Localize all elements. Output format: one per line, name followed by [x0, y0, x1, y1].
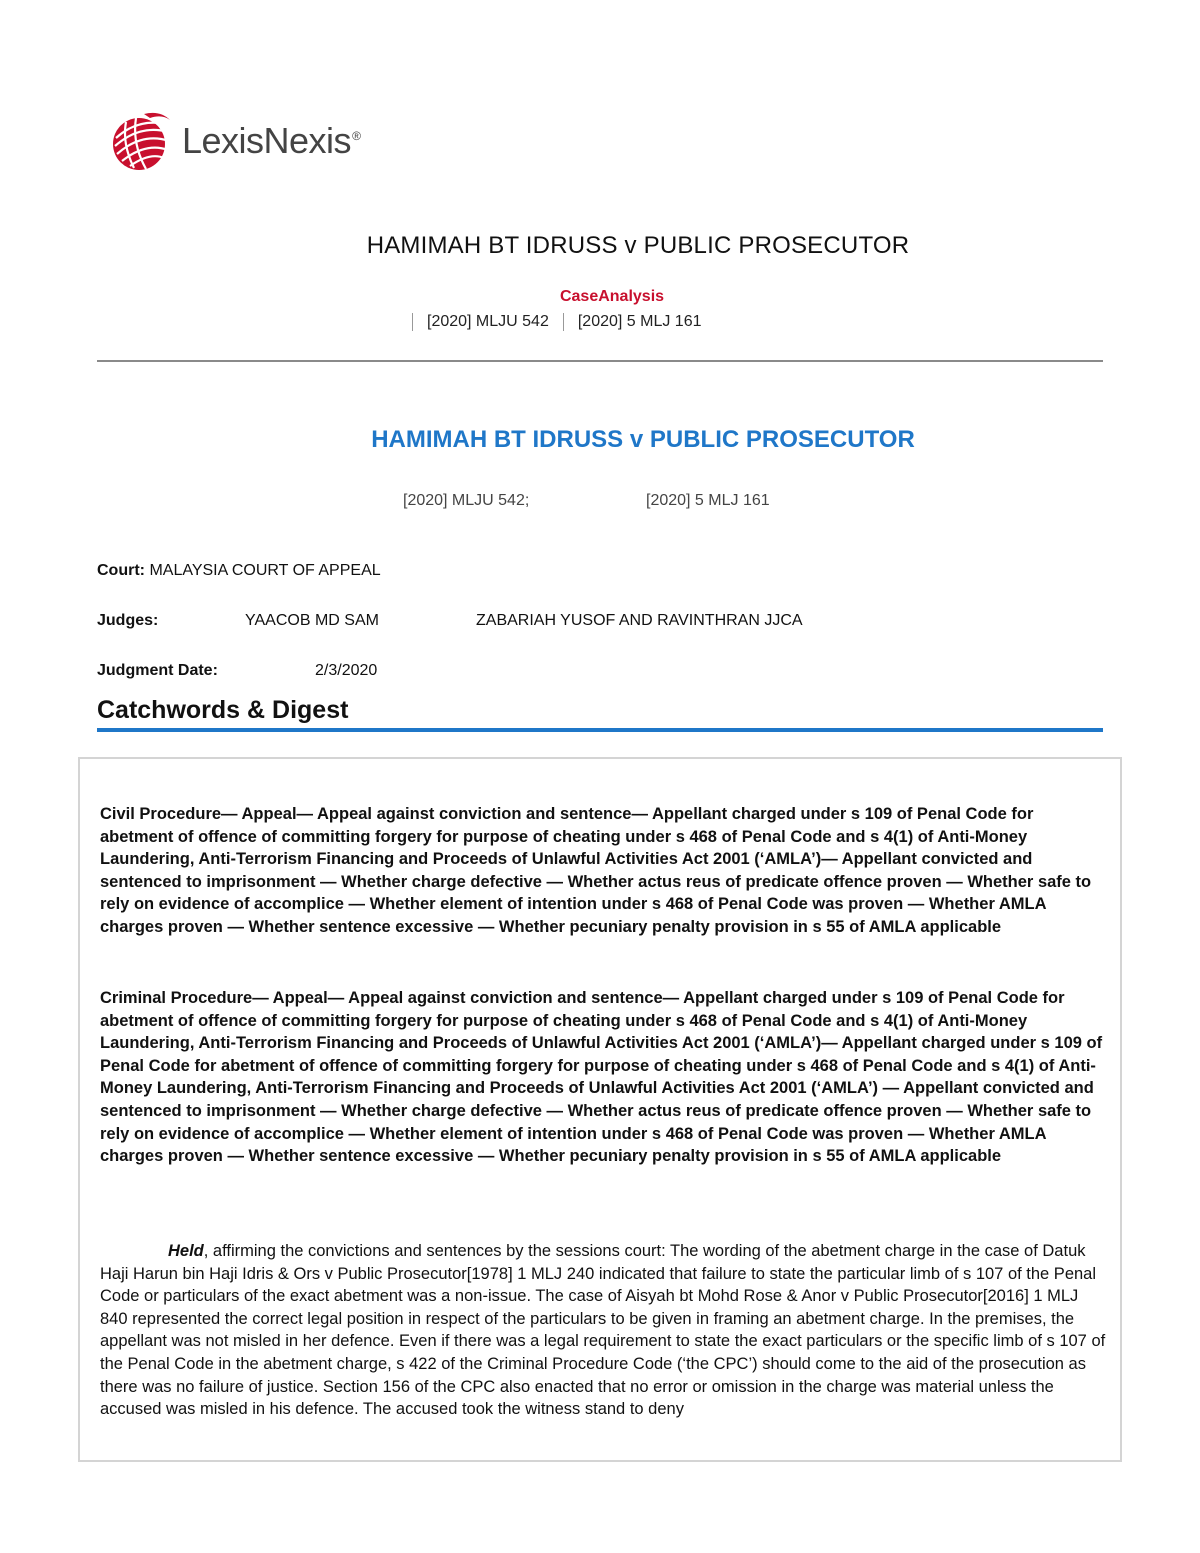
case-analysis-label: CaseAnalysis	[559, 288, 665, 305]
held-paragraph	[100, 1240, 1110, 1421]
lexisnexis-sphere-icon	[108, 108, 174, 174]
document-title: HAMIMAH BT IDRUSS v PUBLIC PROSECUTOR	[366, 232, 910, 259]
citation-separator	[412, 313, 413, 331]
court-field	[97, 562, 381, 580]
catchwords-underline	[97, 728, 1103, 732]
judges-value-1: YAACOB MD SAM	[245, 612, 379, 629]
catchwords-heading: Catchwords & Digest	[97, 696, 349, 724]
judgment-date-value: 2/3/2020	[315, 662, 378, 679]
civil-procedure-catchwords: Civil Procedure— Appeal— Appeal against conviction and sentence— Appellant charged under s 109 of Penal Code for abetment of offence of committing forgery for purpose of cheating under s 468 of Penal Code and s 4(1) of Anti-Money Laundering, Anti-Terrorism Financing and Proceeds of Unlawful Activities Act 2001 (‘AMLA’)— Appellant convicted and sentenced to imprisonment — Whether charge defective — Whether actus reus of predicate offence proven — Whether safe to rely on evidence of accomplice — Whether element of intention under s 468 of Penal Code was proven — Whether AMLA charges proven — Whether sentence excessive — Whether pecuniary penalty provision in s 55 of AMLA applicable	[100, 805, 1092, 936]
judges-label: Judges:	[97, 612, 159, 629]
criminal-procedure-catchwords: Criminal Procedure— Appeal— Appeal against conviction and sentence— Appellant charged under s 109 of Penal Code for abetment of offence of committing forgery for purpose of cheating under s 468 of Penal Code and s 4(1) of Anti-Money Laundering, Anti-Terrorism Financing and Proceeds of Unlawful Activities Act 2001 (‘AMLA’)— Appellant charged under s 109 of Penal Code for abetment of offence of committing forgery for purpose of cheating under s 468 of Penal Code and s 4(1) of Anti-Money Laundering, Anti-Terrorism Financing and Proceeds of Unlawful Activities Act 2001 (‘AMLA’) — Appellant convicted and sentenced to imprisonment — Whether charge defective — Whether actus reus of predicate offence proven — Whether safe to rely on evidence of accomplice — Whether element of intention under s 468 of Penal Code was proven — Whether AMLA charges proven — Whether sentence excessive — Whether pecuniary penalty provision in s 55 of AMLA applicable	[100, 989, 1103, 1166]
judgment-date-label: Judgment Date:	[97, 662, 218, 679]
judges-value-2: ZABARIAH YUSOF AND RAVINTHRAN JJCA	[476, 612, 803, 629]
citation-mlj-link[interactable]: [2020] 5 MLJ 161	[577, 313, 702, 330]
case-citation-2: [2020] 5 MLJ 161	[646, 492, 770, 509]
header-citations	[412, 313, 702, 331]
digest-box	[78, 757, 1122, 1462]
held-text: , affirming the convictions and sentences by the sessions court: The wording of the abetment charge in the case of Datuk Haji Harun bin Haji Idris & Ors v Public Prosecutor[1978] 1 MLJ 240 indicated that failure to state the particular limb of s 107 of the Penal Code or particulars of the exact abetment was a non-issue. The case of Aisyah bt Mohd Rose & Anor v Public Prosecutor[2016] 1 MLJ 840 represented the correct legal position in respect of the particulars to be given in framing an abetment charge. In the premises, the appellant was not misled in her defence. Even if there was a legal requirement to state the exact particulars or the specific limb of s 107 of the Penal Code in the abetment charge, s 422 of the Criminal Procedure Code (‘the CPC’) should come to the aid of the prosecution as there was no failure of justice. Section 156 of the CPC also enacted that no error or omission in the charge was material unless the accused was misled in his defence. The accused took the witness stand to deny	[100, 1242, 1106, 1419]
case-title: HAMIMAH BT IDRUSS v PUBLIC PROSECUTOR	[371, 426, 915, 453]
header-divider	[97, 360, 1103, 362]
citation-mlju-link[interactable]: [2020] MLJU 542	[427, 313, 549, 330]
held-word: Held	[168, 1242, 204, 1260]
citation-separator	[563, 313, 564, 331]
case-citation-1: [2020] MLJU 542;	[403, 492, 530, 509]
logo-text: LexisNexis®	[182, 120, 361, 161]
lexisnexis-logo	[108, 108, 398, 174]
court-value: MALAYSIA COURT OF APPEAL	[149, 562, 381, 579]
court-label: Court:	[97, 562, 145, 579]
